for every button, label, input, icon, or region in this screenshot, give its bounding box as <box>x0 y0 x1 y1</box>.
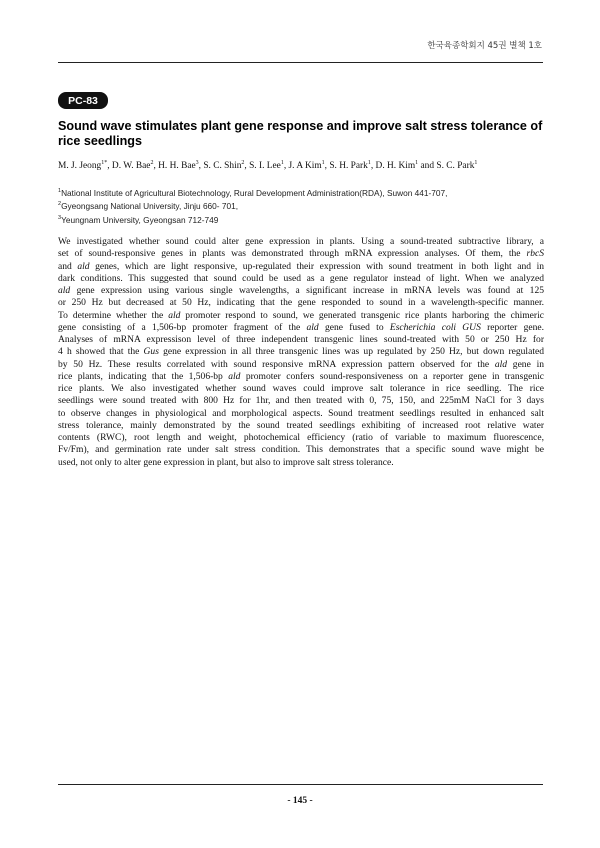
abstract-text: Fv/Fm), and germination rate under salt stress condition. This demonstrates that a specific sound wave might be <box>58 444 544 456</box>
affiliation-text: Gyeongsang National University, Jinju 660- 701, <box>61 201 239 212</box>
paper-title <box>58 119 548 149</box>
abstract-line <box>58 359 544 371</box>
abstract-text: rice plants, indicating that the 1,506-bp <box>58 370 229 382</box>
abstract-line <box>58 297 544 309</box>
affiliation-text: Yeungnam University, Gyeongsan 712-749 <box>61 214 219 225</box>
abstract-text: reporter gene. <box>480 321 544 333</box>
author-affiliation-marker: 1* <box>101 160 108 166</box>
abstract-line <box>58 346 544 358</box>
affiliation-line <box>58 213 548 226</box>
italic-term: Gus <box>143 346 159 358</box>
affiliation-line <box>58 186 548 199</box>
abstract-text: promoter confers sound-responsiveness on a reporter gene in transgenic <box>240 370 544 382</box>
author-affiliation-marker: 1 <box>415 160 419 166</box>
author-list: M. J. Jeong$^{1*}$, D. W. Bae$^2$, H. H. Bae$^3$, S. C. Shin$^2$, S. I. Lee$^1$, J. A Kim$^1$, S. H. Park$^1$, D. H. Kim$^1$ and S. C. Park$^1$ <box>58 160 478 172</box>
italic-term: ald <box>168 309 181 321</box>
abstract-line <box>58 395 544 407</box>
italic-term: rbcS <box>526 248 544 260</box>
abstract-line <box>58 334 544 346</box>
abstract-text: 4 h showed that the <box>58 346 144 358</box>
abstract-text: dark conditions. This suggested that sound could be used as a gene regulator instead of light. When we analyzed <box>58 272 544 284</box>
author-name: S. C. Park <box>436 161 475 172</box>
footer-rule <box>58 784 543 785</box>
italic-term: ald <box>228 370 241 382</box>
journal-header: 한국육종학회지 45권 별책 1호 <box>427 41 542 51</box>
author-name: S. H. Park <box>329 161 368 172</box>
abstract-line <box>58 383 544 395</box>
author-name: D. W. Bae <box>111 161 151 172</box>
author-name: D. H. Kim <box>375 161 416 172</box>
abstract-text: set of sound-responsive genes in plants was demonstrated through mRNA expression analyses. Of them, the <box>58 248 527 260</box>
author-affiliation-marker: 1 <box>367 160 371 166</box>
author-affiliation-marker: 1 <box>321 160 325 166</box>
abstract-text: Analyses of mRNA expressison level of three independent transgenic lines sound-treated with 50 or 250 Hz for <box>58 334 544 345</box>
abstract-text: by 50 Hz. These results correlated with sound responsive mRNA expression pattern observed for the <box>58 358 495 370</box>
italic-term: ald <box>306 321 319 333</box>
abstract-text: and <box>58 260 78 272</box>
abstract-line <box>58 236 544 248</box>
abstract-line <box>58 420 544 432</box>
author-name: J. A Kim <box>288 161 322 172</box>
author-name: M. J. Jeong <box>58 161 102 172</box>
author-affiliation-marker: 1 <box>474 160 478 166</box>
affiliation-marker: 1 <box>58 188 62 194</box>
italic-term: ald <box>77 260 90 272</box>
abstract-text: genes, which are light responsive, up-regulated their expression with sound treatment in both light and in <box>89 260 545 272</box>
abstract-line <box>58 444 544 456</box>
author-name: S. I. Lee <box>249 161 281 172</box>
abstract-text: to observe changes in physiological and morphological aspects. Sound treatment seedlings resulted in enhanced salt <box>58 407 544 419</box>
author-affiliation-marker: 2 <box>241 160 245 166</box>
abstract-text: contents (RWC), root length and weight, photochemical efficiency (ratio of variable to maximum fluorescence, <box>58 432 544 443</box>
affiliation-marker: 2 <box>58 201 62 208</box>
abstract-line <box>58 273 544 285</box>
author-name: H. H. Bae <box>158 161 196 172</box>
abstract-body <box>58 236 544 469</box>
abstract-text: gene in <box>507 358 544 370</box>
abstract-text: promoter respond to sound, we generated transgenic rice plants harboring the chimeric <box>180 309 544 321</box>
italic-term: Escherichia coli GUS <box>389 321 481 333</box>
abstract-text: gene consisting of a 1,506-bp promoter fragment of the <box>58 321 307 333</box>
abstract-text: used, not only to alter gene expression in plant, but also to improve salt stress tolerance. <box>58 456 394 468</box>
abstract-line <box>58 322 544 334</box>
italic-term: ald <box>494 358 508 370</box>
abstract-line <box>58 261 544 273</box>
affiliation-text: National Institute of Agricultural Biotechnology, Rural Development Administration(RDA), Suwon 441-707, <box>61 187 448 198</box>
author-affiliation-marker: 2 <box>150 160 154 166</box>
abstract-line <box>58 408 544 420</box>
abstract-text: seedlings were sound treated with 800 Hz for 1hr, and then treated with 0, 75, 150, and 225mM NaCl for 3 days <box>58 395 544 407</box>
author-affiliation-marker: 1 <box>280 160 284 166</box>
abstract-text: gene fused to <box>318 321 390 333</box>
abstract-text: gene expression in all three transgenic lines was up regulated by 250 Hz, but down regulated <box>158 346 544 358</box>
abstract-line <box>58 248 544 260</box>
abstract-id-badge: PC-83 <box>58 92 108 109</box>
abstract-text: To determine whether the <box>58 309 169 321</box>
abstract-text: gene expression using various single wavelengths, a significant increase in mRNA levels was found at 125 <box>70 285 544 296</box>
title-line-1: Sound wave stimulates plant gene response and improve salt stress tolerance of <box>58 119 543 133</box>
abstract-text: stress tolerance, mainly demonstrated by the sound treated seedlings exhibiting of increased root relative water <box>58 419 544 431</box>
author-affiliation-marker: 3 <box>195 160 199 166</box>
abstract-line <box>58 457 544 469</box>
abstract-line <box>58 432 544 444</box>
author-name: S. C. Shin <box>203 161 242 172</box>
title-line-2: rice seedlings <box>58 134 142 148</box>
italic-term: ald <box>58 285 71 296</box>
affiliation-line <box>58 199 548 212</box>
abstract-text: or 250 Hz but decreased at 50 Hz, indicating that the gene responded to sound in a wavelength-specific manner. <box>58 297 544 309</box>
header-rule <box>58 62 543 63</box>
abstract-line <box>58 371 544 383</box>
abstract-text: We investigated whether sound could alter gene expression in plants. Using a sound-treated subtractive library, a <box>58 236 544 247</box>
abstract-line <box>58 285 544 297</box>
abstract-line <box>58 310 544 322</box>
affiliation-marker: 3 <box>58 214 62 221</box>
affiliation-list <box>58 186 548 226</box>
page-number: - 145 - <box>287 796 313 806</box>
abstract-text: rice plants. We also investigated whether sound waves could improve salt tolerance in rice seedling. The rice <box>58 383 544 394</box>
